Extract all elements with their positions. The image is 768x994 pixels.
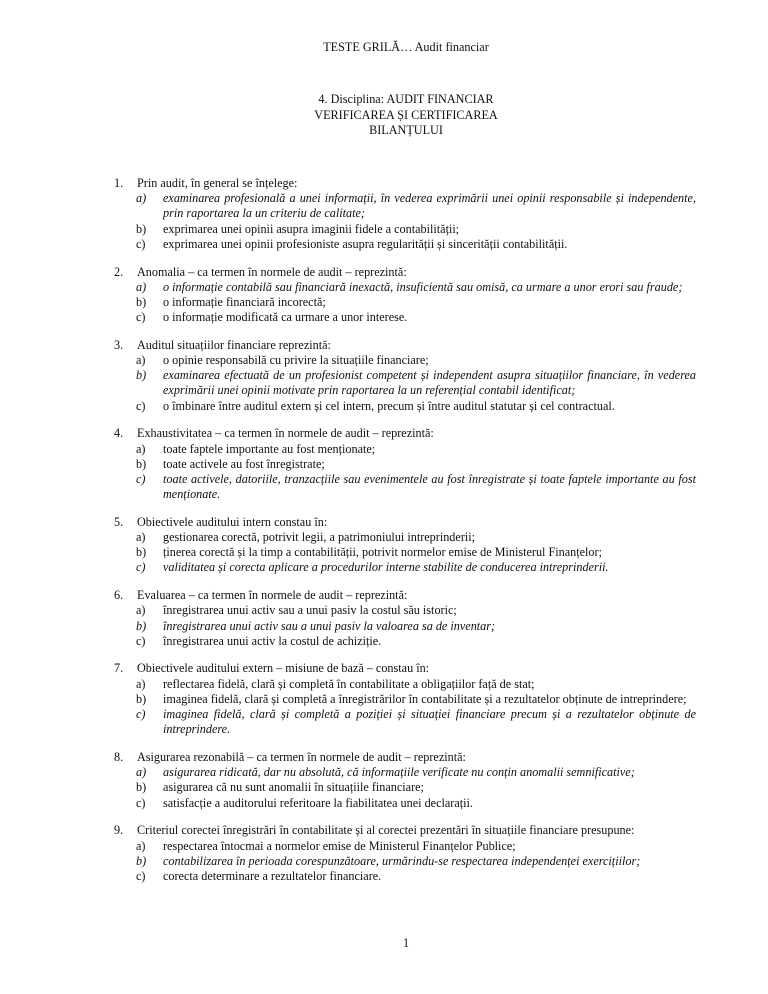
option-letter: a) [136,441,146,456]
option-letter: c) [136,868,146,883]
answer-option [114,692,696,707]
question-number: 5. [114,514,124,529]
option-text: satisfacție a auditorului referitoare la fiabilitatea unei declarații. [163,795,473,810]
option-letter: c) [136,707,146,722]
title-line-3: BILANȚULUI [369,123,443,137]
answer-option [114,368,696,398]
answer-option [114,560,696,575]
question-list [114,176,696,897]
option-letter: b) [136,618,147,633]
answer-option [114,295,696,310]
question-text: Obiectivele auditului intern constau în: [137,514,328,529]
option-text: exprimarea unei opinii profesioniste asupra regularității și sincerității contabilității. [163,236,568,251]
option-text: toate activele, datoriile, tranzacțiile sau evenimentele au fost înregistrate și toate faptele importante au fost menționate. [163,471,696,502]
question-stem [114,176,696,191]
question-stem [114,823,696,838]
question-text: Criteriul corectei înregistrări în contabilitate și al corectei prezentări în situațiile financiare presupune: [137,823,635,838]
question-item [114,750,696,811]
answer-option [114,707,696,737]
option-text: gestionarea corectă, potrivit legii, a patrimoniului intreprinderii; [163,530,476,545]
option-text: corecta determinare a rezultatelor financiare. [163,868,382,883]
option-letter: c) [136,795,146,810]
question-number: 1. [114,176,124,190]
question-stem [114,338,696,353]
option-letter: c) [136,633,146,648]
answer-option [114,619,696,634]
option-text: respectarea întocmai a normelor emise de Ministerul Finanțelor Publice; [163,838,516,853]
option-letter: c) [136,236,146,251]
answer-option [114,869,696,884]
answer-option [114,353,696,368]
question-number: 2. [114,264,124,279]
option-text: contabilizarea în perioada corespunzătoare, urmărindu-se respectarea independenței exercițiilor; [163,853,641,868]
question-item [114,588,696,649]
option-letter: b) [136,456,147,471]
answer-option [114,472,696,502]
option-letter: a) [136,676,146,691]
option-text: examinarea profesională a unei informații, în vederea exprimării unei opinii responsabile și independente, prin raportarea la un criteriu de calitate; [163,191,696,221]
option-text: reflectarea fidelă, clară și completă în contabilitate a obligațiilor față de stat; [163,676,535,691]
option-letter: b) [136,545,147,560]
answer-option [114,310,696,325]
option-text: examinarea efectuată de un profesionist competent și independent asupra situațiilor financiare, în vederea exprimării unei opinii motivate prin raportarea la un referențial contabil identificat; [163,368,696,398]
option-text: ținerea corectă și la timp a contabilității, potrivit normelor emise de Ministerul Finanțelor; [163,545,602,560]
answer-option [114,545,696,560]
option-letter: a) [136,353,146,368]
question-text: Evaluarea – ca termen în normele de audit – reprezintă: [137,588,408,603]
answer-option [114,280,696,295]
option-text: asigurarea ridicată, dar nu absolută, că informațiile verificate nu conțin anomalii semnificative; [163,765,635,780]
answer-option [114,780,696,795]
option-text: validitatea și corecta aplicare a procedurilor interne stabilite de conducerea intreprinderii. [163,560,609,575]
option-text: toate faptele importante au fost menționate; [163,441,376,456]
question-text: Asigurarea rezonabilă – ca termen în normele de audit – reprezintă: [137,750,466,764]
option-text: imaginea fidelă, clară și completă a poziției și situației financiare precum și a rezultatelor obținute de intreprindere. [163,707,696,737]
question-stem [114,515,696,530]
answer-option [114,839,696,854]
option-letter: c) [136,471,146,486]
option-letter: b) [136,853,147,868]
option-letter: b) [136,221,147,236]
option-letter: a) [136,603,146,618]
answer-option [114,603,696,618]
question-item [114,426,696,502]
question-number: 7. [114,661,124,676]
answer-option [114,442,696,457]
option-text: o informație contabilă sau financiară inexactă, insuficientă sau omisă, ca urmare a unor erori sau fraude; [163,279,683,294]
question-item [114,661,696,737]
option-letter: c) [136,310,146,325]
question-number: 8. [114,750,124,764]
answer-option [114,765,696,780]
option-text: o informație modificată ca urmare a unor interese. [163,310,408,325]
option-text: exprimarea unei opinii asupra imaginii fidele a contabilității; [163,221,460,236]
option-text: o opinie responsabilă cu privire la situațiile financiare; [163,353,429,368]
question-text: Exhaustivitatea – ca termen în normele de audit – reprezintă: [137,426,434,441]
option-letter: b) [136,780,147,795]
option-text: înregistrarea unui activ la costul de achiziție. [163,633,382,648]
question-stem [114,426,696,441]
answer-option [114,854,696,869]
option-letter: a) [136,191,147,206]
answer-option [114,237,696,252]
page-number: 1 [402,936,410,950]
answer-option [114,457,696,472]
question-text: Anomalia – ca termen în normele de audit – reprezintă: [137,264,407,279]
question-item [114,338,696,414]
question-stem [114,265,696,280]
question-number: 6. [114,588,124,603]
question-number: 4. [114,426,124,441]
question-item [114,265,696,326]
title-line-1: 4. Disciplina: AUDIT FINANCIAR [318,92,494,106]
option-letter: a) [136,279,147,294]
answer-option [114,677,696,692]
option-text: toate activele au fost înregistrate; [163,456,325,471]
option-letter: b) [136,368,147,383]
answer-option [114,191,696,221]
option-text: o îmbinare între auditul extern și cel intern, precum și între auditul statutar și cel contractual. [163,398,615,413]
answer-option [114,796,696,811]
document-title [0,92,768,139]
question-number: 9. [114,823,124,838]
question-number: 3. [114,337,124,352]
question-stem [114,750,696,765]
option-letter: c) [136,398,146,413]
title-line-2: VERIFICAREA ȘI CERTIFICAREA [314,107,498,122]
option-text: imaginea fidelă, clară și completă a înregistrărilor în contabilitate și a rezultatelor obținute de intreprindere; [163,691,687,706]
answer-option [114,530,696,545]
question-item [114,823,696,884]
option-text: asigurarea că nu sunt anomalii în situațiile financiare; [163,780,424,795]
option-letter: a) [136,530,146,545]
option-letter: b) [136,294,147,309]
option-letter: a) [136,838,146,853]
question-stem [114,661,696,676]
question-text: Auditul situațiilor financiare reprezintă: [137,337,331,352]
option-text: înregistrarea unui activ sau a unui pasiv la valoarea sa de inventar; [163,618,496,633]
option-letter: b) [136,691,147,706]
answer-option [114,399,696,414]
question-stem [114,588,696,603]
question-text: Prin audit, în general se înțelege: [137,176,298,190]
answer-option [114,634,696,649]
option-letter: a) [136,765,147,780]
question-text: Obiectivele auditului extern – misiune de bază – constau în: [137,661,430,676]
option-letter: c) [136,560,146,575]
question-item [114,176,696,252]
option-text: o informație financiară incorectă; [163,294,326,309]
answer-option [114,222,696,237]
option-text: înregistrarea unui activ sau a unui pasiv la costul său istoric; [163,603,457,618]
running-header: TESTE GRILĂ… Audit financiar [323,40,489,54]
question-item [114,515,696,576]
